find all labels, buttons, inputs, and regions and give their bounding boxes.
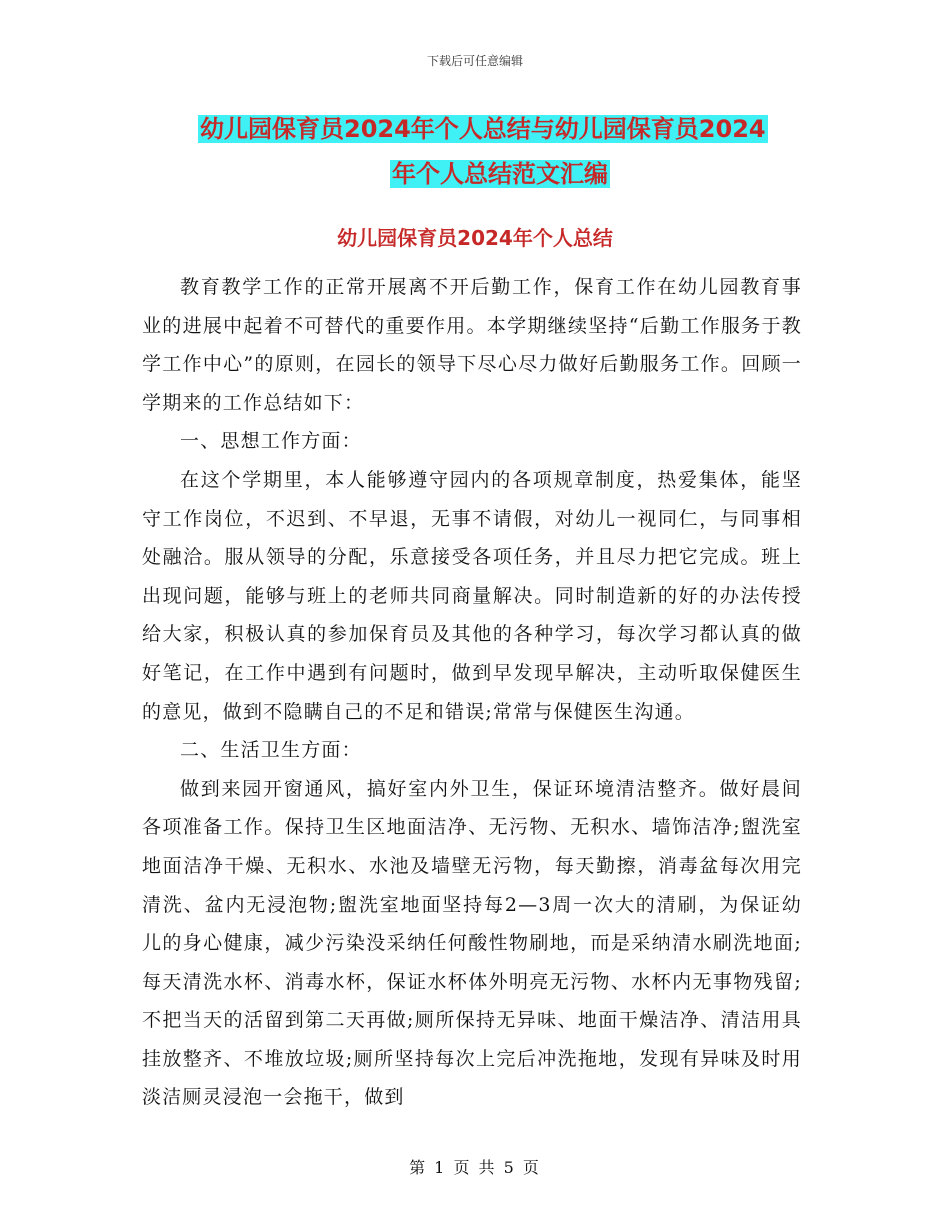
body-text — [142, 268, 802, 1117]
document-title-line-1 — [198, 112, 798, 146]
paragraph-thought-work: 在这个学期里，本人能够遵守园内的各项规章制度，热爱集体，能坚守工作岗位，不迟到、不早退，无事不请假，对幼儿一视同仁，与同事相处融洽。服从领导的分配，乐意接受各项任务，并且尽力把它完成。班上出现问题，能够与班上的老师共同商量解决。同时制造新的好的办法传授给大家，积极认真的参加保育员及其他的各种学习，每次学习都认真的做好笔记，在工作中遇到有问题时，做到早发现早解决，主动听取保健医生的意见，做到不隐瞒自己的不足和错误;常常与保健医生沟通。 — [142, 468, 802, 723]
heading-thought-work: 一、思想工作方面： — [180, 430, 362, 453]
paragraph-intro: 教育教学工作的正常开展离不开后勤工作，保育工作在幼儿园教育事业的进展中起着不可替代的重要作用。本学期继续坚持“后勤工作服务于教学工作中心”的原则，在园长的领导下尽心尽力做好后勤服务工作。回顾一学期来的工作总结如下： — [142, 276, 802, 414]
document-title-line-2 — [150, 157, 850, 191]
page-footer: 第 1 页 共 5 页 — [409, 1158, 541, 1177]
header-note: 下载后可任意编辑 — [426, 54, 523, 68]
title-highlight-1: 幼儿园保育员2024年个人总结与幼儿园保育员2024 — [200, 115, 766, 143]
section-title: 幼儿园保育员2024年个人总结 — [337, 226, 613, 250]
heading-hygiene: 二、生活卫生方面： — [180, 739, 362, 762]
title-highlight-2: 年个人总结范文汇编 — [392, 160, 608, 188]
paragraph-hygiene: 做到来园开窗通风，搞好室内外卫生，保证环境清洁整齐。做好晨间各项准备工作。保持卫生区地面洁净、无污物、无积水、墙饰洁净;盥洗室地面洁净干燥、无积水、水池及墙壁无污物，每天勤擦，消毒盆每次用完清洗、盆内无浸泡物;盥洗室地面坚持每2—3周一次大的清刷，为保证幼儿的身心健康，减少污染没采纳任何酸性物刷地，而是采纳清水刷洗地面;每天清洗水杯、消毒水杯，保证水杯体外明亮无污物、水杯内无事物残留;不把当天的活留到第二天再做;厕所保持无异味、地面干燥洁净、清洁用具挂放整齐、不堆放垃圾;厕所坚持每次上完后冲洗拖地，发现有异味及时用淡洁厕灵浸泡一会拖干，做到 — [142, 777, 802, 1109]
